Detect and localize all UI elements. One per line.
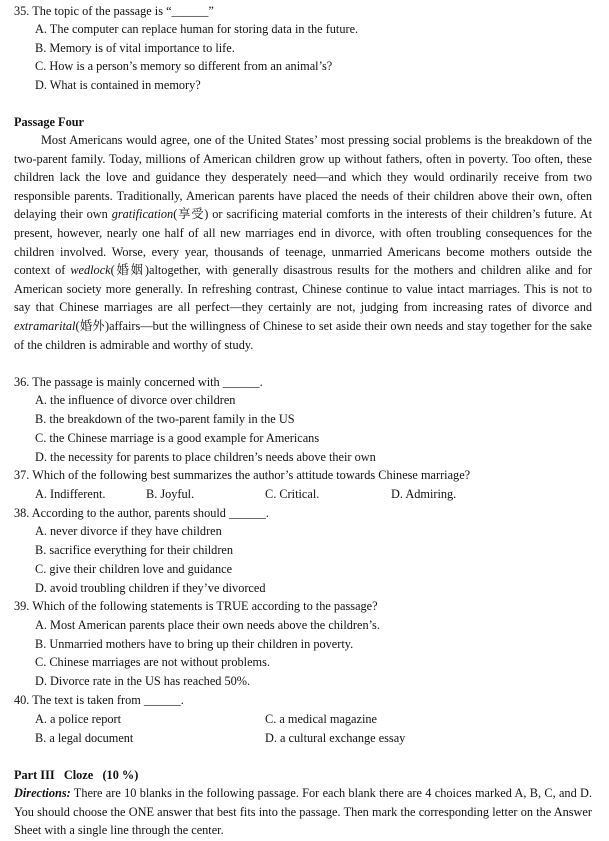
q38-option-c: C. give their children love and guidance <box>35 562 233 576</box>
q38-option-b: B. sacrifice everything for their children <box>35 543 234 557</box>
q38-option-d: D. avoid troubling children if they’ve divorced <box>35 581 266 595</box>
q37-option-c: C. Critical. <box>265 487 320 501</box>
passage-text-part: affairs—but the willingness of Chinese to set aside their own needs and stay together for the sake of the children is admirable and worthy of study. <box>14 318 592 352</box>
q37-option-d: D. Admiring. <box>391 487 457 501</box>
directions-text: There are 10 blanks in the following passage. For each blank there are 4 choices marked A, B, C, and D. You should choose the ONE answer that best fits into the passage. Then mark the corresponding letter on the Answer Sheet with a single line through the center. <box>14 786 592 838</box>
gloss-chinese: (享受) <box>173 207 209 222</box>
q36-option-c: C. the Chinese marriage is a good example for Americans <box>35 431 320 445</box>
gloss-word: gratification <box>111 207 174 222</box>
q35-option-d: D. What is contained in memory? <box>35 78 201 92</box>
gloss-chinese: (婚姻) <box>110 263 150 278</box>
q40-option-b: B. a legal document <box>35 731 134 745</box>
passage-four-text <box>14 131 592 354</box>
q38-option-a: A. never divorce if they have children <box>35 524 222 538</box>
q39-option-d: D. Divorce rate in the US has reached 50%. <box>35 674 251 688</box>
q39-option-a: A. Most American parents place their own needs above the children’s. <box>35 618 380 632</box>
question-37-stem: 37. Which of the following best summarizes the author’s attitude towards Chinese marriage? <box>14 468 471 482</box>
q36-option-a: A. the influence of divorce over children <box>35 393 236 407</box>
passage-text-part: or sacrificing material comforts in the interests of their children’s future. At present, however, nearly one half of all new marriages end in divorce, with often troubling consequences for the children involved. Worse, every year, thousands of teenage, unmarried Americans become mothers outside the context of <box>14 207 592 278</box>
question-40-stem: 40. The text is taken from ______. <box>14 693 184 707</box>
question-38-stem: 38. According to the author, parents should ______. <box>14 506 269 520</box>
q35-option-c: C. How is a person’s memory so different from an animal’s? <box>35 59 333 73</box>
q37-option-a: A. Indifferent. <box>35 487 106 501</box>
passage-text-part: Most Americans would agree, one of the United States’ most pressing social problems is the breakdown of the two-parent family. Today, millions of American children grow up without fathers, often in poverty. Too often, these children lack the love and guidance they desperately need—and which they would ordinarily receive from two responsible parents. Traditionally, American parents have placed the needs of their children above their own, often delaying their own <box>14 133 592 222</box>
q40-option-a: A. a police report <box>35 712 122 726</box>
question-35-stem: 35. The topic of the passage is “______” <box>14 4 214 18</box>
gloss-word: wedlock <box>70 263 111 278</box>
passage-four-heading: Passage Four <box>14 115 85 129</box>
gloss-word: extramarital <box>14 318 76 333</box>
q39-option-b: B. Unmarried mothers have to bring up their children in poverty. <box>35 637 354 651</box>
q35-option-a: A. The computer can replace human for storing data in the future. <box>35 22 359 36</box>
q35-option-b: B. Memory is of vital importance to life. <box>35 41 235 55</box>
question-39-stem: 39. Which of the following statements is TRUE according to the passage? <box>14 599 378 613</box>
passage-text-part: altogether, with generally disastrous results for the mothers and children alike and for American society more generally. In refreshing contrast, Chinese continue to value intact marriages. This is not to say that Chinese marriages are all perfect—they certainly are not, judging from increasing rates of divorce and <box>14 263 592 315</box>
q39-option-c: C. Chinese marriages are not without problems. <box>35 655 270 669</box>
q36-option-b: B. the breakdown of the two-parent family in the US <box>35 412 295 426</box>
gloss-chinese: (婚外) <box>75 318 110 333</box>
q36-option-d: D. the necessity for parents to place children’s needs above their own <box>35 450 376 464</box>
cloze-directions <box>14 784 592 840</box>
part-three-heading: Part III Cloze (10 %) <box>14 768 139 782</box>
q37-option-b: B. Joyful. <box>146 487 195 501</box>
q40-option-c: C. a medical magazine <box>265 712 377 726</box>
q40-option-d: D. a cultural exchange essay <box>265 731 406 745</box>
directions-label: Directions: <box>14 786 71 800</box>
question-36-stem: 36. The passage is mainly concerned with ______. <box>14 375 263 389</box>
